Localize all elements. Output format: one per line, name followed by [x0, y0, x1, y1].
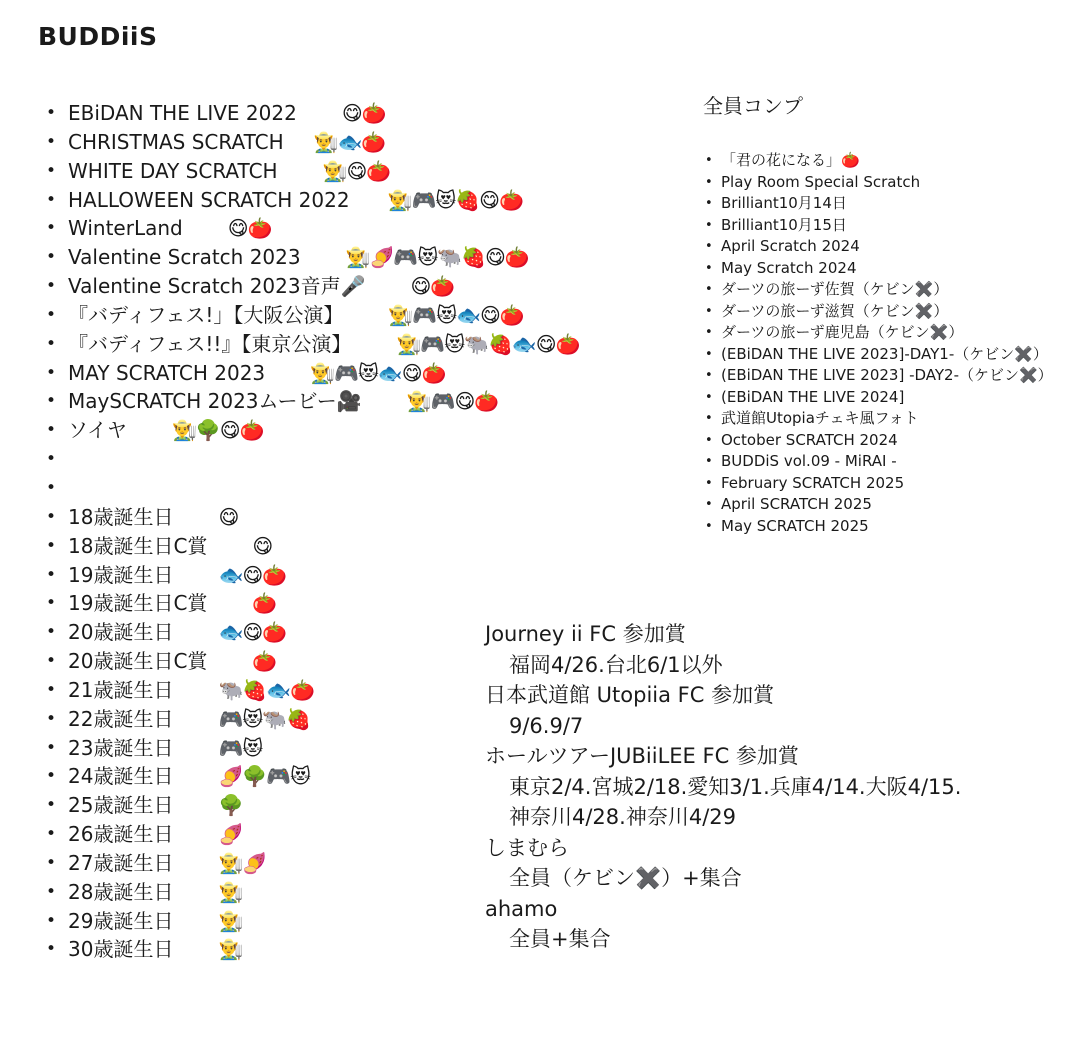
member-emoji: 👨‍🌾 — [218, 908, 243, 933]
complete-item: • (EBiDAN THE LIVE 2023] -DAY2-（ケビン✖️） — [705, 365, 1053, 387]
member-emoji: 👨‍🌾😋🍅 — [322, 158, 391, 183]
list-item — [46, 532, 580, 561]
item-label: ソイヤ — [68, 418, 127, 443]
complete-item: • 武道館Utopiaチェキ風フォト — [705, 408, 1053, 430]
member-emoji: 😋🍅 — [341, 101, 386, 125]
fc-heading: しまむら — [485, 835, 569, 860]
fc-detail: 9/6.9/7 — [509, 713, 584, 738]
member-emoji: 🎮😻 — [218, 735, 263, 760]
item-label: 29歳誕生日 — [68, 908, 174, 933]
item-label: MAY SCRATCH 2023 — [68, 360, 266, 385]
fc-detail: 全員（ケビン✖️）+集合 — [509, 866, 742, 890]
fc-prizes — [485, 619, 961, 955]
item-label: 26歳誕生日 — [68, 822, 174, 847]
list-item — [46, 214, 580, 243]
complete-item: • Brilliant10月15日 — [705, 215, 1053, 237]
member-emoji: 👨‍🌾 — [218, 879, 243, 904]
member-emoji: 👨‍🌾 — [218, 937, 243, 962]
fc-detail: 神奈川4/28.神奈川4/29 — [509, 805, 736, 829]
fc-heading: ahamo — [485, 896, 558, 921]
item-label: 30歳誕生日 — [68, 937, 174, 962]
list-item — [46, 330, 580, 359]
member-emoji: 👨‍🌾🎮😋🍅 — [406, 389, 499, 414]
complete-item: • ダーツの旅ーず滋賀（ケビン✖️） — [705, 301, 1053, 323]
member-emoji: 🌳 — [218, 793, 243, 818]
list-item — [46, 272, 580, 301]
member-emoji: 🍠🌳🎮😻 — [218, 764, 311, 789]
list-item — [46, 99, 580, 128]
member-emoji: 👨‍🌾🎮😻🐃🍓🐟😋🍅 — [396, 331, 580, 356]
item-label: WHITE DAY SCRATCH — [68, 158, 278, 183]
complete-item: • (EBiDAN THE LIVE 2023]-DAY1-（ケビン✖️） — [705, 344, 1053, 366]
complete-item: • February SCRATCH 2025 — [705, 473, 1053, 495]
complete-item: • 「君の花になる」🍅 — [705, 150, 1053, 172]
list-item — [46, 445, 580, 474]
member-emoji: 👨‍🌾🌳😋🍅 — [172, 418, 264, 443]
item-label: 18歳誕生日 — [68, 504, 174, 529]
fc-detail: 福岡4/26.台北6/1以外 — [509, 652, 723, 677]
item-label: HALLOWEEN SCRATCH 2022 — [68, 187, 350, 212]
item-label: Valentine Scratch 2023音声🎤 — [68, 274, 366, 299]
item-label: 25歳誕生日 — [68, 793, 174, 818]
item-label: 『バディフェス!!』【東京公演】 — [68, 331, 352, 356]
complete-item: • ダーツの旅ーず佐賀（ケビン✖️） — [705, 279, 1053, 301]
item-label: 22歳誕生日 — [68, 706, 174, 731]
member-emoji: 🎮😻🐃🍓 — [218, 706, 311, 731]
complete-item: • May Scratch 2024 — [705, 258, 1053, 280]
item-label: 19歳誕生日C賞 — [68, 591, 208, 616]
item-label: 23歳誕生日 — [68, 735, 174, 760]
fc-detail: 東京2/4.宮城2/18.愛知3/1.兵庫4/14.大阪4/15. — [509, 774, 962, 799]
member-emoji: 😋🍅 — [410, 274, 455, 299]
item-label: 20歳誕生日 — [68, 620, 174, 645]
item-label: 28歳誕生日 — [68, 879, 174, 904]
item-label: 20歳誕生日C賞 — [68, 649, 208, 674]
list-item — [46, 416, 580, 445]
member-emoji: 😋 — [252, 533, 273, 558]
complete-title: 全員コンプ — [703, 94, 803, 118]
item-label: WinterLand — [68, 216, 183, 241]
list-item — [46, 359, 580, 388]
fc-heading: Journey ii FC 参加賞 — [485, 622, 686, 646]
member-emoji: 👨‍🌾🍠 — [218, 850, 267, 875]
member-emoji: 🍅 — [252, 649, 277, 674]
complete-item: • ダーツの旅ーず鹿児島（ケビン✖️） — [705, 322, 1053, 344]
list-item — [46, 128, 580, 157]
member-emoji: 🍠 — [218, 822, 243, 847]
list-item — [46, 157, 580, 186]
item-label: 24歳誕生日 — [68, 764, 174, 789]
member-emoji: 🐟😋🍅 — [218, 620, 287, 645]
item-label: Valentine Scratch 2023 — [68, 245, 301, 270]
complete-item: • BUDDiS vol.09 - MiRAI - — [705, 451, 1053, 473]
member-emoji: 👨‍🌾🎮😻🐟😋🍅 — [310, 360, 446, 385]
member-emoji: 😋🍅 — [227, 216, 272, 241]
item-label: 18歳誕生日C賞 — [68, 533, 208, 558]
list-item — [46, 243, 580, 272]
member-emoji: 🐟😋🍅 — [218, 562, 287, 587]
complete-item: • April SCRATCH 2025 — [705, 494, 1053, 516]
fc-detail: 全員+集合 — [509, 927, 611, 951]
item-label: 19歳誕生日 — [68, 562, 174, 587]
complete-item: • April Scratch 2024 — [705, 236, 1053, 258]
complete-item: • May SCRATCH 2025 — [705, 516, 1053, 538]
complete-list — [705, 150, 1053, 537]
page-title: BUDDiiS — [38, 22, 158, 51]
item-label: 27歳誕生日 — [68, 850, 174, 875]
complete-item: • Brilliant10月14日 — [705, 193, 1053, 215]
list-item — [46, 589, 580, 618]
member-emoji: 👨‍🌾🎮😻🍓😋🍅 — [387, 187, 523, 212]
item-label: EBiDAN THE LIVE 2022 — [68, 101, 297, 125]
item-label: MaySCRATCH 2023ムービー🎥 — [68, 389, 362, 414]
list-item — [46, 186, 580, 215]
list-item — [46, 301, 580, 330]
item-label: CHRISTMAS SCRATCH — [68, 129, 284, 154]
complete-item: • Play Room Special Scratch — [705, 172, 1053, 194]
member-emoji: 🍅 — [252, 591, 277, 616]
list-item — [46, 503, 580, 532]
fc-heading: ホールツアーJUBiiLEE FC 参加賞 — [485, 744, 799, 768]
complete-item: • (EBiDAN THE LIVE 2024] — [705, 387, 1053, 409]
fc-heading: 日本武道館 Utopiia FC 参加賞 — [485, 683, 775, 707]
member-emoji: 🐃🍓🐟🍅 — [218, 677, 315, 702]
item-label: 21歳誕生日 — [68, 677, 174, 702]
item-label: 『バディフェス!」【大阪公演】 — [68, 302, 344, 327]
member-emoji: 😋 — [218, 504, 239, 529]
list-item — [46, 561, 580, 590]
member-emoji: 👨‍🌾🍠🎮😻🐃🍓😋🍅 — [345, 245, 529, 270]
member-emoji: 👨‍🌾🐟🍅 — [313, 129, 386, 154]
complete-item: • October SCRATCH 2024 — [705, 430, 1053, 452]
list-item — [46, 474, 580, 503]
list-item — [46, 387, 580, 416]
member-emoji: 👨‍🌾🎮😻🐟😋🍅 — [388, 302, 524, 327]
